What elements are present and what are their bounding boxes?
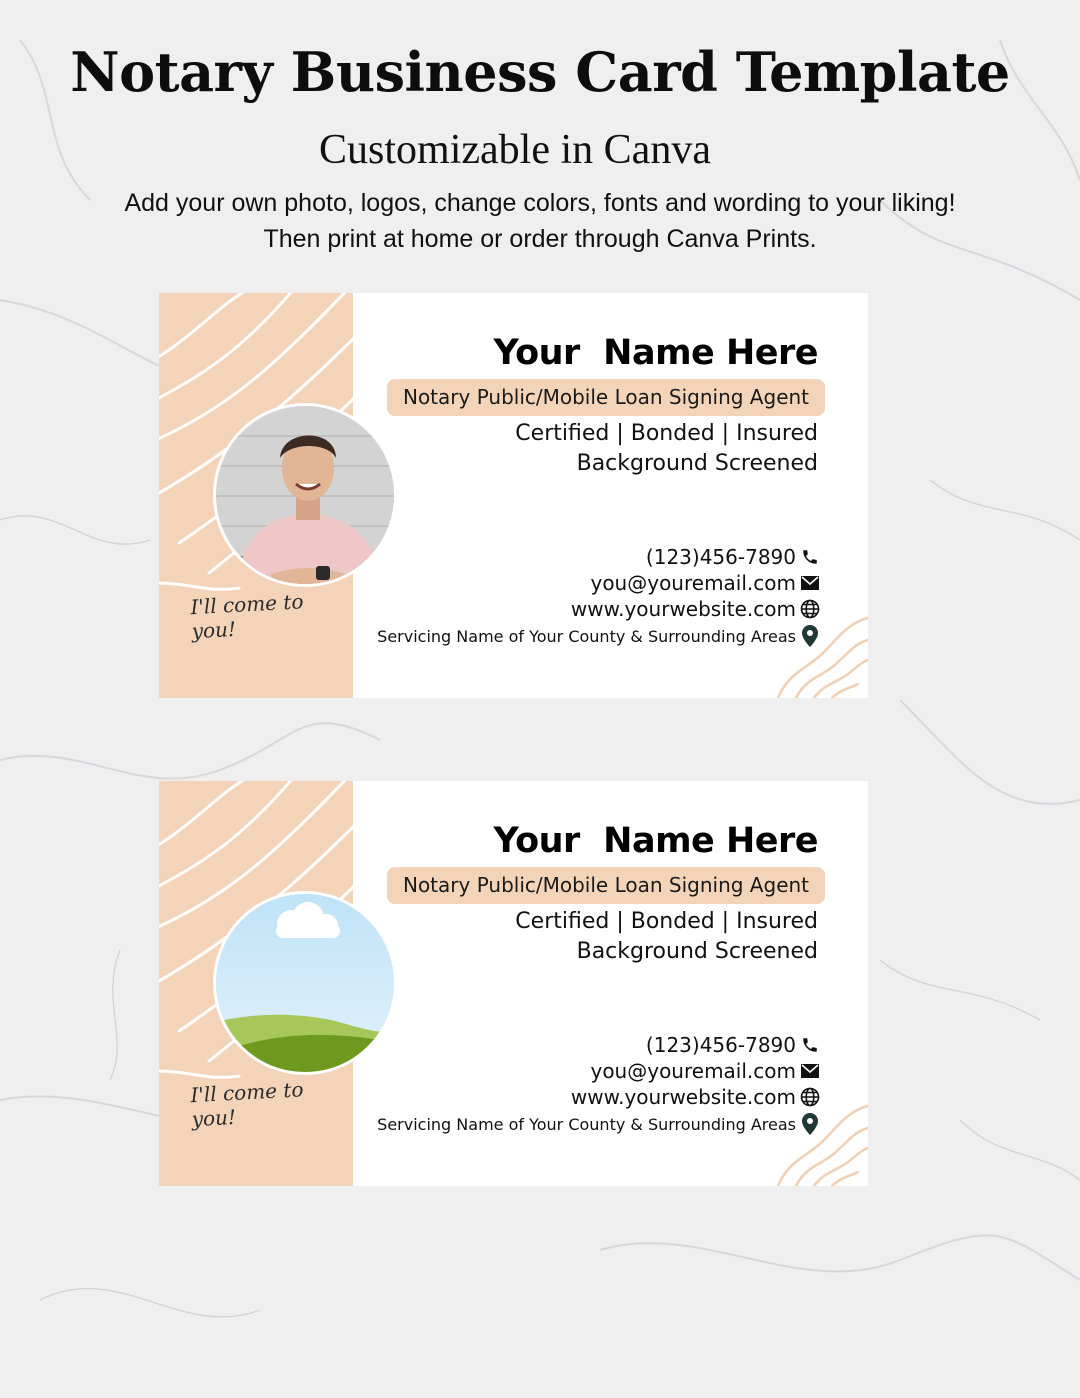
page-title: Notary Business Card Template [70,40,1010,104]
card-name: Your Name Here [493,821,818,861]
contact-email [590,571,820,595]
card-name: Your Name Here [493,333,818,373]
tagline: I'll come to you! [189,1077,304,1132]
email-icon [800,573,820,593]
phone-icon [800,1035,820,1055]
card-certifications: Certified | Bonded | Insured [515,421,818,446]
page-subtitle: Customizable in Canva [319,127,711,173]
service-area-text: Servicing Name of Your County & Surrounding Areas [377,1114,796,1134]
placeholder-photo[interactable] [213,891,397,1075]
description-line-1: Add your own photo, logos, change colors, fonts and wording to your liking! [124,189,956,217]
card-background-screened: Background Screened [576,451,818,476]
contact-phone [646,1033,820,1057]
phone-icon [800,547,820,567]
description-line-2: Then print at home or order through Canva Prints. [263,225,817,253]
email-text: you@youremail.com [590,571,796,595]
business-card-placeholder [159,781,868,1186]
tagline: I'll come to you! [189,589,304,644]
contact-service-area [377,626,820,646]
card-role-badge: Notary Public/Mobile Loan Signing Agent [387,867,825,904]
corner-wave-decoration [768,1086,868,1186]
website-text: www.yourwebsite.com [570,597,796,621]
phone-text: (123)456-7890 [645,545,796,569]
corner-wave-decoration [768,598,868,698]
email-text: you@youremail.com [590,1059,796,1083]
service-area-text: Servicing Name of Your County & Surrounding Areas [377,626,796,646]
contact-service-area [377,1114,820,1134]
contact-email [590,1059,820,1083]
email-icon [800,1061,820,1081]
card-role-badge: Notary Public/Mobile Loan Signing Agent [387,379,825,416]
business-card-with-photo [159,293,868,698]
contact-phone [646,545,820,569]
profile-photo[interactable] [213,403,397,587]
website-text: www.yourwebsite.com [570,1085,796,1109]
card-background-screened: Background Screened [576,939,818,964]
phone-text: (123)456-7890 [645,1033,796,1057]
card-certifications: Certified | Bonded | Insured [515,909,818,934]
